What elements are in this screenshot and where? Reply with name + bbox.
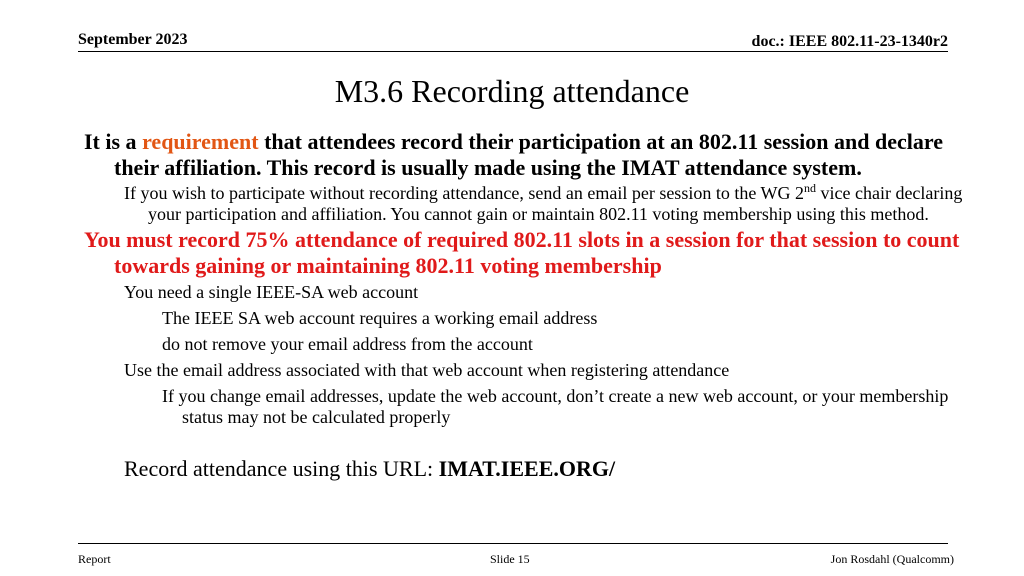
subbullet-keep-email: do not remove your email address from the account bbox=[162, 334, 533, 354]
url-line bbox=[124, 456, 964, 482]
header-divider bbox=[78, 51, 948, 52]
footer-slide-number: Slide 15 bbox=[490, 552, 530, 566]
subbullet-web-account: You need a single IEEE-SA web account bbox=[124, 282, 419, 302]
header-date: September 2023 bbox=[78, 31, 188, 48]
bullet-requirement-post: that attendees record their participation at an 802.11 session and declare their affiliation. This record is usually made using the IMAT attendance system. bbox=[114, 129, 943, 180]
header-doc-id: doc.: IEEE 802.11-23-1340r2 bbox=[751, 33, 948, 50]
bullet-attendance-threshold: You must record 75% attendance of required 802.11 slots in a session for that session to count towards gaining or maintaining 802.11 voting membership bbox=[84, 227, 960, 278]
footer-report: Report bbox=[78, 552, 111, 566]
bullet-requirement-pre: It is a bbox=[84, 129, 143, 154]
url-label: Record attendance using this URL: bbox=[124, 456, 439, 481]
footer-author: Jon Rosdahl (Qualcomm) bbox=[830, 552, 954, 566]
subbullet-email-pre: If you wish to participate without recording attendance, send an email per session to the WG 2 bbox=[124, 183, 804, 203]
subbullet-use-email: Use the email address associated with that web account when registering attendance bbox=[124, 360, 730, 380]
slide-body bbox=[84, 129, 964, 482]
subbullet-email-alternative bbox=[124, 183, 964, 225]
slide-title: M3.6 Recording attendance bbox=[334, 73, 690, 109]
imat-url: IMAT.IEEE.ORG/ bbox=[438, 456, 616, 481]
subbullet-email-post: vice chair declaring your participation and affiliation. You cannot gain or maintain 802.11 voting membership using this method. bbox=[148, 183, 963, 224]
subbullet-working-email: The IEEE SA web account requires a working email address bbox=[162, 308, 598, 328]
requirement-highlight: requirement bbox=[142, 129, 259, 154]
ordinal-suffix: nd bbox=[803, 181, 816, 195]
footer-divider bbox=[78, 543, 948, 544]
subbullet-change-email: If you change email addresses, update the web account, don’t create a new web account, or your membership status may not be calculated properly bbox=[162, 386, 949, 427]
bullet-requirement bbox=[84, 129, 964, 181]
